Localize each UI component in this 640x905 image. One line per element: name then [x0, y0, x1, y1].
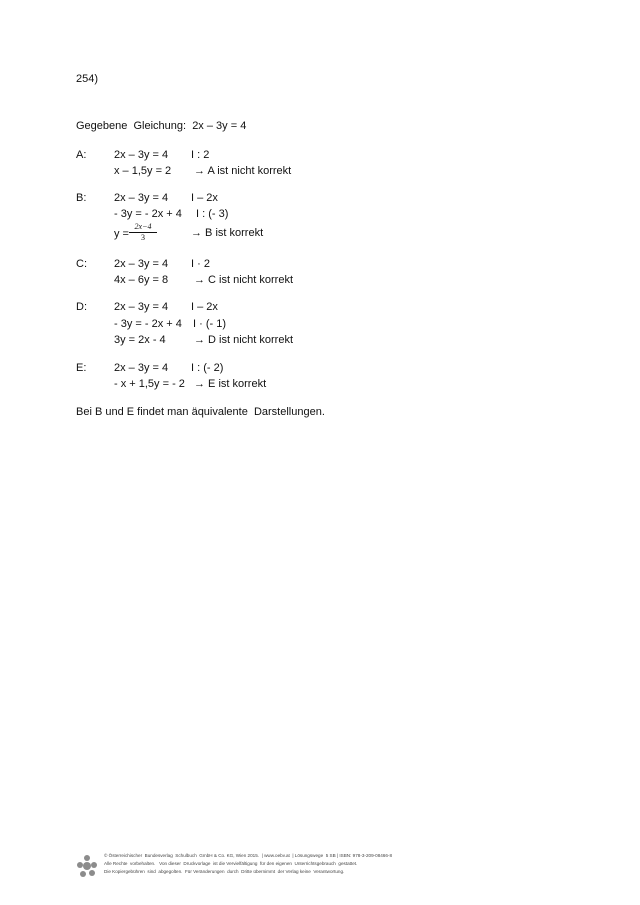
case-d-op1: I – 2x	[191, 301, 218, 313]
footer-line-1: © Österreichischer Bundesverlag Schulbuch GmbH & Co. KG, Wien 2015. | www.oebv.at | Lösungswege 5 SB | ISBN: 978-3-209-08466-8	[104, 853, 393, 858]
case-d-label: D:	[76, 301, 87, 313]
case-b-result: → B ist korrekt	[191, 227, 264, 239]
conclusion-text: Bei B und E findet man äquivalente Darstellungen.	[76, 406, 325, 418]
case-d-eq3: 3y = 2x - 4	[114, 334, 166, 346]
case-c-label: C:	[76, 258, 87, 270]
given-equation: Gegebene Gleichung: 2x – 3y = 4	[76, 120, 247, 132]
case-c-eq1: 2x – 3y = 4	[114, 258, 169, 270]
problem-number: 254)	[76, 73, 99, 85]
case-a-eq1: 2x – 3y = 4	[114, 149, 169, 161]
case-b-op1: I – 2x	[191, 192, 218, 204]
case-d-result: → D ist nicht korrekt	[194, 334, 294, 346]
case-d-eq1: 2x – 3y = 4	[114, 301, 169, 313]
case-e-label: E:	[76, 362, 87, 374]
case-b-label: B:	[76, 192, 87, 204]
case-a-label: A:	[76, 149, 87, 161]
case-c-result: → C ist nicht korrekt	[194, 274, 294, 286]
case-d-eq2: - 3y = - 2x + 4	[114, 318, 182, 330]
case-c-eq2: 4x – 6y = 8	[114, 274, 169, 286]
case-e-eq2: - x + 1,5y = - 2	[114, 378, 185, 390]
case-b-eq1: 2x – 3y = 4	[114, 192, 169, 204]
case-b-eq3-lhs: y =	[114, 228, 129, 240]
footer-line-2: Alle Rechte vorbehalten. Von dieser Druckvorlage ist die Vervielfältigung für den eigenen Unterrichtsgebrauch gestattet.	[104, 861, 358, 866]
case-d-op2: I · (- 1)	[193, 318, 226, 330]
case-a-eq2: x – 1,5y = 2	[114, 165, 172, 177]
case-b-op2: I : (- 3)	[196, 208, 229, 220]
oebv-star-logo-icon	[76, 854, 98, 878]
case-a-result: → A ist nicht korrekt	[194, 165, 292, 177]
case-e-eq1: 2x – 3y = 4	[114, 362, 169, 374]
case-b-eq2: - 3y = - 2x + 4	[114, 208, 182, 220]
case-e-result: → E ist korrekt	[194, 378, 267, 390]
case-c-op1: I · 2	[191, 258, 210, 270]
case-a-op1: I : 2	[191, 149, 210, 161]
case-e-op1: I : (- 2)	[191, 362, 224, 374]
footer-text	[104, 852, 392, 876]
footer-line-3: Die Kopiergebühren sind abgegolten. Für Veränderungen durch Dritte übernimmt der Verlag keine Verantwortung.	[104, 869, 345, 874]
fraction-numerator: 2x−4	[129, 222, 157, 233]
fraction-denominator: 3	[141, 233, 145, 242]
fraction	[129, 222, 157, 243]
